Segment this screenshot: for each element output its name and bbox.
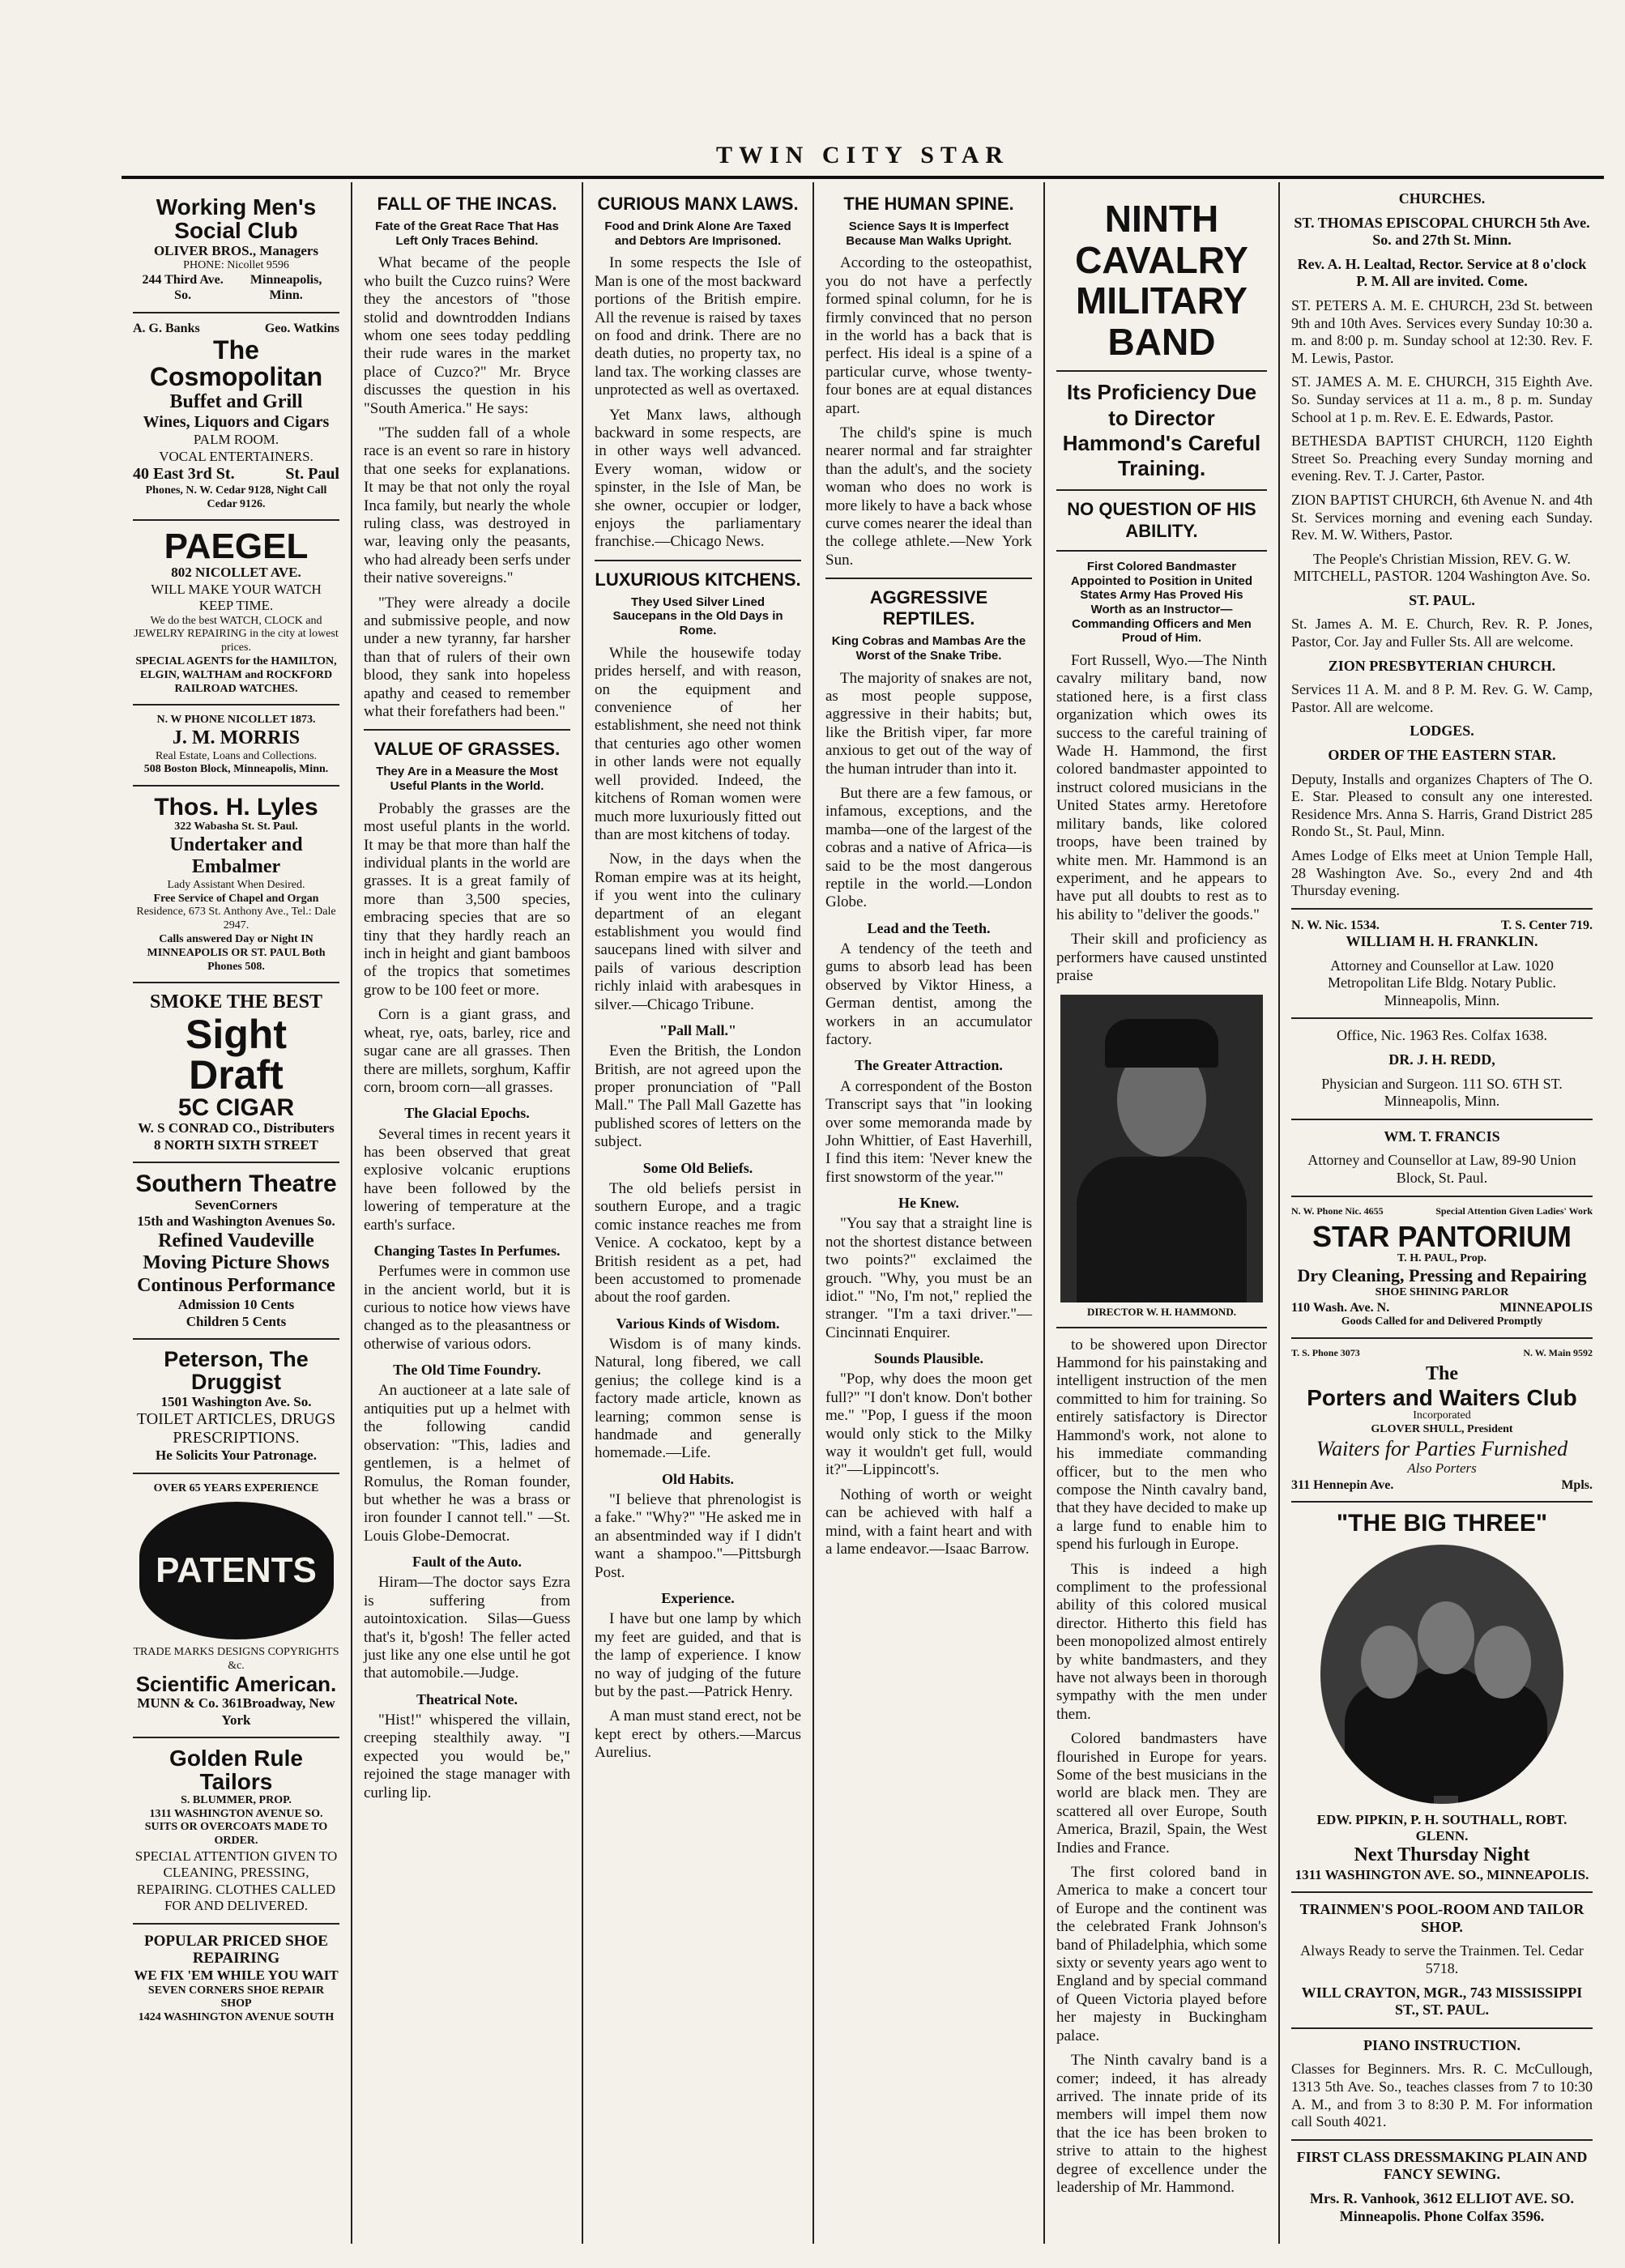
ad-line: Incorporated — [1413, 1409, 1471, 1422]
masthead: TWIN CITY STAR — [715, 142, 1010, 168]
article-paragraph: This is indeed a high compliment to the professional ability of this colored musical director. Hitherto this field has been monopolized almost entirely by white bandmasters, and they have not always been in thorough sympathy with the men under them. — [1056, 1560, 1267, 1723]
section-heading: Various Kinds of Wisdom. — [616, 1315, 780, 1332]
article-paragraph: But there are a few famous, or infamous, exceptions, and the mamba—one of the largest of the cobras and a native of Africa—is said to be the most dangerous reptile in the world.—London Globe. — [825, 784, 1032, 911]
ad-line: Mrs. R. Vanhook, 3612 ELLIOT AVE. SO. Minneapolis. Phone Colfax 3596. — [1310, 2189, 1574, 2224]
article-deck: Fate of the Great Race That Has Left Only Traces Behind. — [375, 219, 559, 248]
section-heading: Old Habits. — [661, 1470, 735, 1487]
divider — [133, 982, 339, 983]
ad-line: Scientific American. — [135, 1671, 337, 1696]
ad-star-pantorium — [1291, 1221, 1593, 1329]
article-paragraph: Even the British, the London British, are not agreed upon the proper pronunciation of "Pall Mall." The Pall Mall Gazette has published scores of letters on the subject. — [595, 1042, 801, 1151]
ad-line: W. S CONRAD CO., Distributers — [138, 1120, 335, 1136]
ad-top-line: SMOKE THE BEST — [150, 991, 322, 1013]
divider — [133, 519, 339, 521]
article-deck: They Are in a Measure the Most Useful Plants in the World. — [376, 765, 558, 794]
ad-line: S. BLUMMER, PROP. — [181, 1793, 292, 1806]
ad-line: Admission 10 Cents — [177, 1297, 295, 1313]
divider — [825, 578, 1032, 579]
divider — [133, 1473, 339, 1474]
article-paragraph: "Hist!" whispered the villain, creeping stealthily away. "I expected you would be," rejoined the stage manager with curling lip. — [364, 1712, 570, 1801]
ad-line: PALM ROOM. — [193, 432, 279, 448]
ad-line: T. H. PAUL, Prop. — [1397, 1251, 1487, 1264]
section-heading: The Greater Attraction. — [855, 1057, 1003, 1074]
article-deck: King Cobras and Mambas Are the Worst of the Snake Tribe. — [831, 634, 1026, 663]
divider — [1291, 1337, 1593, 1339]
ad-address: 40 East 3rd St. — [133, 465, 235, 484]
ad-title: PAEGEL — [164, 526, 309, 567]
column-ads-left — [122, 182, 352, 2244]
ad-address: 311 Hennepin Ave. — [1291, 1477, 1394, 1492]
article-paragraph: Their skill and proficiency as performers have caused unstinted praise — [1056, 931, 1267, 984]
feature-deck: Its Proficiency Due to Director Hammond's Careful Training. — [1062, 380, 1261, 480]
ad-line: Residence, 673 St. Anthony Ave., Tel.: Dale 2947. — [136, 906, 336, 932]
article-paragraph: Corn is a giant grass, and wheat, rye, oats, barley, rice and sugar cane are all grasses. Then there are millets, sorghum, Kaffir corn, broom corn—all grasses. — [364, 1006, 570, 1096]
ad-southern-theatre — [133, 1171, 339, 1330]
ad-title: PIANO INSTRUCTION. — [1363, 2036, 1521, 2053]
ad-address: 1501 Washington Ave. So. — [160, 1393, 312, 1409]
ad-peterson — [133, 1348, 339, 1464]
article-deck: They Used Silver Lined Saucepans in the Old Days in Rome. — [612, 595, 783, 638]
ad-top-line: OVER 65 YEARS EXPERIENCE — [153, 1481, 319, 1494]
ad-line: VOCAL ENTERTAINERS. — [159, 448, 313, 464]
ad-title: "THE BIG THREE" — [1336, 1510, 1548, 1537]
column-4 — [814, 182, 1045, 2244]
section-heading: The Old Time Foundry. — [393, 1362, 541, 1379]
article-paragraph: Colored bandmasters have flourished in Europe for years. Some of the best musicians in the world are black men. They are scattered all over Europe, South America, Brazil, Spain, the West Indies and France. — [1056, 1730, 1267, 1857]
article-paragraph: I have but one lamp by which my feet are guided, and that is the lamp of experience. I know no way of judging of the future but by the past.—Patrick Henry. — [595, 1610, 801, 1700]
ad-line: SPECIAL ATTENTION GIVEN TO CLEANING, PRESSING, REPAIRING. CLOTHES CALLED FOR AND DELIVERED. — [134, 1848, 338, 1914]
section-heading: CHURCHES. — [1398, 190, 1486, 207]
article-paragraph: Probably the grasses are the most useful plants in the world. It may be that more than half the individual plants in the world are grasses. It is a great family of more than 3,500 species, embracing species that are so tiny that they hardly reach an inch in height and giant bamboos of the tropics that sometimes grow to be 100 feet or more. — [364, 799, 570, 999]
divider — [1056, 550, 1267, 552]
article-headline: LUXURIOUS KITCHENS. — [595, 569, 801, 590]
ad-title: Working Men's Social Club — [156, 194, 317, 244]
article-paragraph: According to the osteopathist, you do not have a perfectly formed spinal column, for he is firmly convinced that no person in the world has a back that is perfect. His ideal is a spine of a particular curve, whose twenty-four bones are at equal distances apart. — [825, 254, 1032, 417]
divider — [133, 785, 339, 787]
church-listing: ST. THOMAS EPISCOPAL CHURCH 5th Ave. So. and 27th St. Minn. — [1294, 214, 1590, 249]
feature-headline: NINTH CAVALRY MILITARY BAND — [1075, 198, 1248, 363]
article-paragraph: "The sudden fall of a whole race is an event so rare in history that one seeks for explanations. It may be that not only the royal Inca family, but nearly the whole ruling class, was destroyed in war, leaving only the peasants, who had already been serfs under their native sovereigns." — [364, 424, 570, 587]
ad-lyles — [133, 795, 339, 974]
ad-city: MINNEAPOLIS — [1499, 1300, 1593, 1315]
divider — [1291, 908, 1593, 910]
article-headline: THE HUMAN SPINE. — [843, 194, 1014, 214]
ad-cosmopolitan — [133, 322, 339, 512]
section-heading: Sounds Plausible. — [873, 1350, 984, 1367]
ad-line: SUITS OR OVERCOATS MADE TO ORDER. — [144, 1821, 328, 1848]
ad-line: Refined Vaudeville — [158, 1230, 314, 1251]
section-heading: "Pall Mall." — [659, 1021, 736, 1038]
column-5 — [1045, 182, 1280, 2244]
ad-address: 1311 WASHINGTON AVE. SO., MINNEAPOLIS. — [1294, 1866, 1589, 1882]
article-paragraph: "Pop, why does the moon get full?" "I don't know. Don't bother me." "Pop, I guess if the moon would only stick to the Milky way it wouldn't get full, would it?"—Lippincott's. — [825, 1371, 1032, 1479]
ad-line: WILL CRAYTON, MGR., 743 MISSISSIPPI ST., ST. PAUL. — [1301, 1984, 1583, 2019]
ad-title: Thos. H. Lyles — [154, 794, 318, 821]
ad-line: 1424 WASHINGTON AVENUE SOUTH — [138, 2011, 335, 2024]
church-listing: BETHESDA BAPTIST CHURCH, 1120 Eighth Street So. Preaching every Sunday morning and evening. Rev. T. J. Carter, Pastor. — [1291, 433, 1593, 484]
ad-line: WILL MAKE YOUR WATCH KEEP TIME. — [151, 581, 322, 614]
ad-patents — [133, 1482, 339, 1729]
masthead-rule — [122, 176, 1604, 179]
ad-title: STAR PANTORIUM — [1312, 1219, 1572, 1253]
divider — [1291, 2139, 1593, 2141]
section-heading: Changing Tastes In Perfumes. — [373, 1242, 561, 1259]
church-listing: St. James A. M. E. Church, Rev. R. P. Jones, Pastor, Cor. Jay and Fuller Sts. All are welcome. — [1291, 616, 1593, 650]
ad-line: GLOVER SHULL, President — [1371, 1422, 1513, 1435]
ad-title: Porters and Waiters Club — [1307, 1384, 1577, 1410]
church-listing: ZION BAPTIST CHURCH, 6th Avenue N. and 4th St. Services morning and evening each Sunday. Rev. M. W. Withers, Pastor. — [1291, 491, 1593, 544]
phone-number: T. S. Center 719. — [1500, 918, 1593, 932]
ad-title: J. M. MORRIS — [172, 727, 301, 749]
ad-line: SevenCorners — [194, 1196, 278, 1213]
section-heading: ST. PAUL. — [1409, 591, 1475, 608]
divider — [1056, 370, 1267, 372]
section-heading: Lead and the Teeth. — [867, 919, 991, 936]
photo-caption: DIRECTOR W. H. HAMMOND. — [1087, 1306, 1236, 1319]
article-paragraph: Several times in recent years it has been observed that great explosive volcanic eruptions have been followed by the lowering of temperature at the earth's surface. — [364, 1125, 570, 1234]
article-paragraph: A man must stand erect, not be kept erect by others.—Marcus Aurelius. — [595, 1707, 801, 1762]
article-paragraph: to be showered upon Director Hammond for his painstaking and intelligent instruction of the men committed to him for training. So entirely satisfactory is Director Hammond's work, not alone to his immediate commanding officer, but to the men who compose the Ninth cavalry band, that they have decided to make up a large fund to enable him to spend his furlough in Europe. — [1056, 1336, 1267, 1554]
ad-city: Minneapolis, Minn. — [250, 272, 322, 302]
article-paragraph: Nothing of worth or weight can be achieved with half a mind, with a faint heart and with a lame endeavor.—Isaac Barrow. — [825, 1486, 1032, 1558]
article-paragraph: Fort Russell, Wyo.—The Ninth cavalry military band, now stationed here, is a first class organization which owes its success to the careful training of Wade H. Hammond, the first colored bandmaster appointed to instruct colored musicians in the United States army. Heretofore military bands, like colored troops, have been trained by white men. Mr. Hammond is an experiment, and he appears to have put all doubts to rest as to his ability to "deliver the goods." — [1056, 652, 1267, 923]
ad-line: The — [1425, 1362, 1458, 1384]
ad-line: MUNN & Co. 361Broadway, New York — [137, 1695, 335, 1728]
ad-phone: N. W PHONE NICOLLET 1873. — [156, 714, 316, 727]
church-listing: ST. PETERS A. M. E. CHURCH, 23d St. between 9th and 10th Aves. Services every Sunday 10:30 a. m. and 8:00 p. m. Sunday school at 12:30. Rev. F. M. Lewis, Pastor. — [1291, 296, 1593, 366]
ad-phone: Phones, N. W. Cedar 9128, Night Call Cedar 9126. — [145, 484, 327, 510]
divider — [1291, 1891, 1593, 1893]
column-directory — [1280, 182, 1604, 2244]
divider — [133, 704, 339, 706]
divider — [1291, 1196, 1593, 1197]
article-paragraph: A correspondent of the Boston Transcript says that "in looking over some memoranda made by John Whittier, of East Haverhill, I find this item: 'Never knew the first snowstorm of the year.'" — [825, 1077, 1032, 1186]
ad-morris — [133, 714, 339, 777]
ad-sight-draft — [133, 991, 339, 1153]
column-3 — [583, 182, 814, 2244]
divider — [1291, 1501, 1593, 1503]
church-listing: The People's Christian Mission, REV. G. W. MITCHELL, PASTOR. 1204 Washington Ave. So. — [1293, 550, 1591, 585]
phone-number: N. W. Phone Nic. 4655 — [1291, 1204, 1384, 1217]
ad-name: A. G. Banks — [133, 321, 200, 335]
big-three-photo — [1320, 1545, 1563, 1804]
phone-number: N. W. Nic. 1534. — [1291, 918, 1380, 932]
divider — [133, 1923, 339, 1925]
article-paragraph: Yet Manx laws, although backward in some respects, are in other ways well advanced. Every woman, widow or spinster, in the Isle of Man, be she owner, occupier or lodger, enjoys the parliamentary franchise.—Chicago News. — [595, 406, 801, 551]
ad-line: WE FIX 'EM WHILE YOU WAIT — [134, 1967, 339, 1984]
ad-note: Special Attention Given Ladies' Work — [1435, 1204, 1593, 1217]
section-heading: LODGES. — [1410, 723, 1474, 740]
article-headline: FALL OF THE INCAS. — [377, 194, 557, 214]
phone-number: N. W. Main 9592 — [1523, 1346, 1593, 1358]
ad-paegel — [133, 526, 339, 696]
patents-badge: PATENTS — [139, 1502, 334, 1639]
divider — [133, 1162, 339, 1163]
article-paragraph: "You say that a straight line is not the shortest distance between two points?" exclaimed the grouch. "Why, you must be an idiot." "No, I'm not," replied the stranger. "I'm a taxi driver."—Cincinnati Enquirer. — [825, 1215, 1032, 1341]
ad-line: Classes for Beginners. Mrs. R. C. McCullough, 1313 5th Ave. So., teaches classes from 7 to 10:30 A. M., and from 3 to 8:30 P. M. For information call South 4021. — [1291, 2061, 1593, 2130]
ad-line: TRADE MARKS DESIGNS COPYRIGHTS &c. — [133, 1646, 339, 1673]
hammond-portrait — [1060, 995, 1263, 1302]
section-heading: Theatrical Note. — [416, 1690, 518, 1707]
column-2 — [352, 182, 583, 2244]
newspaper-page — [122, 126, 1604, 2248]
professional-listing: WILLIAM H. H. FRANKLIN. — [1346, 932, 1538, 949]
article-paragraph: A tendency of the teeth and gums to absorb lead has been observed by Viktor Hiness, a German dentist, among the workers in an accumulator factory. — [825, 940, 1032, 1049]
divider — [1291, 2027, 1593, 2029]
section-heading: The Glacial Epochs. — [404, 1105, 530, 1122]
article-deck: Science Says It is Imperfect Because Man Walks Upright. — [846, 219, 1012, 248]
ad-line: Undertaker and Embalmer — [169, 833, 303, 878]
professional-listing: WM. T. FRANCIS — [1384, 1128, 1500, 1145]
article-headline: VALUE OF GRASSES. — [373, 739, 561, 760]
feature-deck: NO QUESTION OF HIS ABILITY. — [1067, 499, 1256, 541]
ad-address: 802 NICOLLET AVE. — [171, 565, 301, 581]
ad-line: Calls answered Day or Night IN MINNEAPOLIS OR ST. PAUL Both Phones 508. — [147, 932, 326, 973]
article-paragraph: Now, in the days when the Roman empire was at its height, if you went into the culinary department of an elegant establishment you would find saucepans lined with silver and pails of various description richly inlaid with arabesques in silver.—Chicago Tribune. — [595, 850, 801, 1013]
ad-address: 110 Wash. Ave. N. — [1291, 1300, 1390, 1315]
ad-line: Wines, Liquors and Cigars — [143, 413, 330, 432]
article-paragraph: Perfumes were in common use in the ancient world, but it is curious to notice how views have changed as to the pleasantness or otherwise of various odors. — [364, 1263, 570, 1353]
ad-line: SPECIAL AGENTS for the HAMILTON, ELGIN, WALTHAM and ROCKFORD RAILROAD WATCHES. — [135, 654, 337, 695]
ad-title: Southern Theatre — [135, 1170, 337, 1198]
ad-title: POPULAR PRICED SHOE REPAIRING — [144, 1932, 328, 1967]
section-heading: Fault of the Auto. — [412, 1554, 522, 1571]
ad-line: EDW. PIPKIN, P. H. SOUTHALL, ROBT. GLENN. — [1316, 1811, 1567, 1844]
professional-listing: Attorney and Counsellor at Law. 1020 Metropolitan Life Bldg. Notary Public. Minneapolis, Minn. — [1328, 957, 1556, 1008]
ad-owner: OLIVER BROS., Managers — [153, 242, 319, 258]
professional-listing: Attorney and Counsellor at Law, 89-90 Union Block, St. Paul. — [1307, 1152, 1576, 1186]
ad-subtitle: 5C CIGAR — [177, 1094, 295, 1121]
divider — [133, 1737, 339, 1738]
church-listing: Rev. A. H. Lealtad, Rector. Service at 8 o'clock P. M. All are invited. Come. — [1297, 255, 1587, 290]
lodge-listing: Deputy, Installs and organizes Chapters of The O. E. Star. Pleased to consult any one interested. Residence Mrs. Anna S. Harris, Grand District 285 Rondo St., St. Paul, Minn. — [1291, 770, 1593, 840]
article-paragraph: "I believe that phrenologist is a fake." "Why?" "He asked me in an absentminded way if I didn't want a shampoo."—Pittsburgh Post. — [595, 1491, 801, 1581]
article-paragraph: While the housewife today prides herself, and with reason, on the equipment and convenience of her establishment, she need not think that centuries ago other women in other lands were not equally well provided. Indeed, the kitchens of Roman women were much more luxuriously fitted out than are most kitchens of today. — [595, 644, 801, 843]
divider — [364, 729, 570, 731]
ad-line: Next Thursday Night — [1354, 1844, 1530, 1866]
ad-golden-rule — [133, 1746, 339, 1915]
article-paragraph: An auctioneer at a late sale of antiquities put up a helmet with the following candid observation: "This, ladies and gentlemen, is a helmet of Romulus, the Roman founder, but whether he was a brass or iron founder I cannot tell." —St. Louis Globe-Democrat. — [364, 1382, 570, 1545]
church-listing: ST. JAMES A. M. E. CHURCH, 315 Eighth Ave. So. Sunday services at 11 a. m., 8 p. m. Sunday School at 1 p. m. Rev. E. E. Edwards, Pastor. — [1291, 373, 1593, 425]
ad-line: Free Service of Chapel and Organ — [153, 892, 319, 905]
article-paragraph: Wisdom is of many kinds. Natural, long fibered, we call genius; the college kind is a factory made article, known as learning; common sense is handmade and generally homemade.—Life. — [595, 1335, 801, 1462]
ad-shoe-repair — [133, 1933, 339, 2025]
article-paragraph: The child's spine is much nearer normal and far straighter than the adult's, and the society woman who does no work is more likely to have a back whose curve comes nearer the ideal than the college athlete.—New York Sun. — [825, 424, 1032, 569]
ad-line: We do the best WATCH, CLOCK and JEWELRY REPAIRING in the city at lowest prices. — [134, 614, 339, 654]
ad-phone: PHONE: Nicollet 9596 — [183, 259, 289, 272]
professional-listing: DR. J. H. REDD, — [1388, 1051, 1495, 1068]
ad-line: TOILET ARTICLES, DRUGS PRESCRIPTIONS. — [136, 1410, 336, 1447]
divider — [1291, 1119, 1593, 1120]
section-heading: Experience. — [661, 1590, 735, 1607]
divider — [133, 312, 339, 313]
phone-number: Office, Nic. 1963 Res. Colfax 1638. — [1336, 1027, 1548, 1044]
ad-line: 15th and Washington Avenues So. — [137, 1213, 335, 1230]
ad-line: 1311 WASHINGTON AVENUE SO. — [149, 1807, 323, 1820]
article-headline: CURIOUS MANX LAWS. — [597, 194, 799, 214]
article-paragraph: What became of the people who built the Cuzco ruins? Were they the ancestors of "those stolid and downtrodden Indians whom one sees today peddling their rude wares in the market place of Cuzco?" Mr. Bryce discusses the question in his "South America." He says: — [364, 254, 570, 417]
divider — [1056, 1327, 1267, 1328]
ad-title: TRAINMEN'S POOL-ROOM AND TAILOR SHOP. — [1299, 1901, 1584, 1935]
ad-line: SEVEN CORNERS SHOE REPAIR SHOP — [147, 1984, 325, 2010]
ad-line: Children 5 Cents — [186, 1313, 287, 1329]
article-paragraph: The majority of snakes are not, as most people suppose, aggressive in their habits; but, like the British viper, far more anxious to get out of the way of the human intruder than into it. — [825, 669, 1032, 778]
article-paragraph: The Ninth cavalry band is a comer; indeed, it has already arrived. The innate pride of its members will impel them now that the ice has been broken to strive to attain to the highest degree of excellence under the leadership of Mr. Hammond. — [1056, 2052, 1267, 2196]
ad-address: 322 Wabasha St. St. Paul. — [174, 820, 298, 833]
ad-line: Waiters for Parties Furnished — [1316, 1436, 1568, 1460]
ad-line: Goods Called for and Delivered Promptly — [1341, 1315, 1543, 1328]
ad-line: Moving Picture Shows — [143, 1252, 330, 1274]
ad-working-mens-club — [133, 195, 339, 304]
lodge-listing: ORDER OF THE EASTERN STAR. — [1328, 747, 1556, 764]
article-deck: Food and Drink Alone Are Taxed and Debtors Are Imprisoned. — [604, 219, 791, 248]
ad-line: Also Porters — [1407, 1460, 1477, 1477]
church-listing: ZION PRESBYTERIAN CHURCH. — [1328, 657, 1556, 674]
article-paragraph: Hiram—The doctor says Ezra is suffering from autointoxication. Silas—Guess that's it, b'gosh! The feller acted just like any one else until he got that automobile.—Judge. — [364, 1574, 570, 1682]
section-heading: He Knew. — [898, 1195, 959, 1212]
ad-line: He Solicits Your Patronage. — [156, 1447, 317, 1464]
ad-address: 508 Boston Block, Minneapolis, Minn. — [143, 763, 329, 776]
article-paragraph: "They were already a docile and submissive people, and now under a new tyranny, far harsher than that of rulers of their own blood, they sank into hopeless apathy and ceased to remember what their forefathers had been." — [364, 594, 570, 721]
phone-number: T. S. Phone 3073 — [1291, 1346, 1360, 1358]
ad-name: Geo. Watkins — [264, 321, 339, 335]
ad-title: Sight Draft — [186, 1011, 287, 1098]
ad-address: 244 Third Ave. So. — [142, 272, 224, 302]
article-paragraph: The first colored band in America to make a concert tour of Europe and the continent was the celebrated Frank Johnson's band of Philadelphia, which some sixty or seventy years ago went to England and by special command of Queen Victoria played before her majesty in Buckingham palace. — [1056, 1864, 1267, 2044]
ad-title: FIRST CLASS DRESSMAKING PLAIN AND FANCY SEWING. — [1296, 2148, 1588, 2183]
section-heading: Some Old Beliefs. — [642, 1159, 753, 1176]
ad-line: 8 NORTH SIXTH STREET — [154, 1136, 318, 1153]
lodge-listing: Ames Lodge of Elks meet at Union Temple Hall, 28 Washington Ave. So., every 2nd and 4th Thursday evening. — [1291, 847, 1593, 899]
feature-summary: First Colored Bandmaster Appointed to Position in United States Army Has Proved His Worth as an Instructor—Commanding Officers and Men Proud of Him. — [1070, 559, 1253, 646]
ad-title: Peterson, The Druggist — [164, 1347, 309, 1395]
ad-line: Buffet and Grill — [169, 390, 303, 412]
ad-title: Golden Rule Tailors — [169, 1746, 303, 1795]
ad-title: The Cosmopolitan — [149, 335, 323, 392]
ad-line: Always Ready to serve the Trainmen. Tel. Cedar 5718. — [1300, 1942, 1584, 1977]
ad-porters-club — [1291, 1363, 1593, 1493]
divider — [1056, 489, 1267, 491]
ad-line: Continous Performance — [137, 1274, 335, 1296]
divider — [595, 560, 801, 561]
ad-line: SHOE SHINING PARLOR — [1375, 1285, 1509, 1298]
ad-big-three — [1291, 1511, 1593, 1883]
ad-city: St. Paul — [285, 465, 339, 484]
article-headline: AGGRESSIVE REPTILES. — [869, 587, 988, 629]
article-paragraph: In some respects the Isle of Man is one of the most backward portions of the British empire. All the revenue is raised by taxes on food and drink. There are no death duties, no property tax, no land tax. The working classes are unprotected as well as overtaxed. — [595, 254, 801, 399]
divider — [1291, 1017, 1593, 1019]
divider — [133, 1338, 339, 1340]
article-paragraph: The old beliefs persist in southern Europe, and a tragic comic instance reaches me from Venice. A cockatoo, kept by a British resident as a pet, had been accustomed to promenade about the roof garden. — [595, 1179, 801, 1307]
ad-city: Mpls. — [1561, 1477, 1593, 1492]
ad-line: Dry Cleaning, Pressing and Repairing — [1297, 1265, 1587, 1286]
professional-listing: Physician and Surgeon. 111 SO. 6TH ST. Minneapolis, Minn. — [1321, 1075, 1563, 1110]
ad-line: Real Estate, Loans and Collections. — [155, 749, 318, 762]
church-listing: Services 11 A. M. and 8 P. M. Rev. G. W. Camp, Pastor. All are welcome. — [1291, 681, 1593, 715]
ad-line: Lady Assistant When Desired. — [167, 878, 305, 891]
